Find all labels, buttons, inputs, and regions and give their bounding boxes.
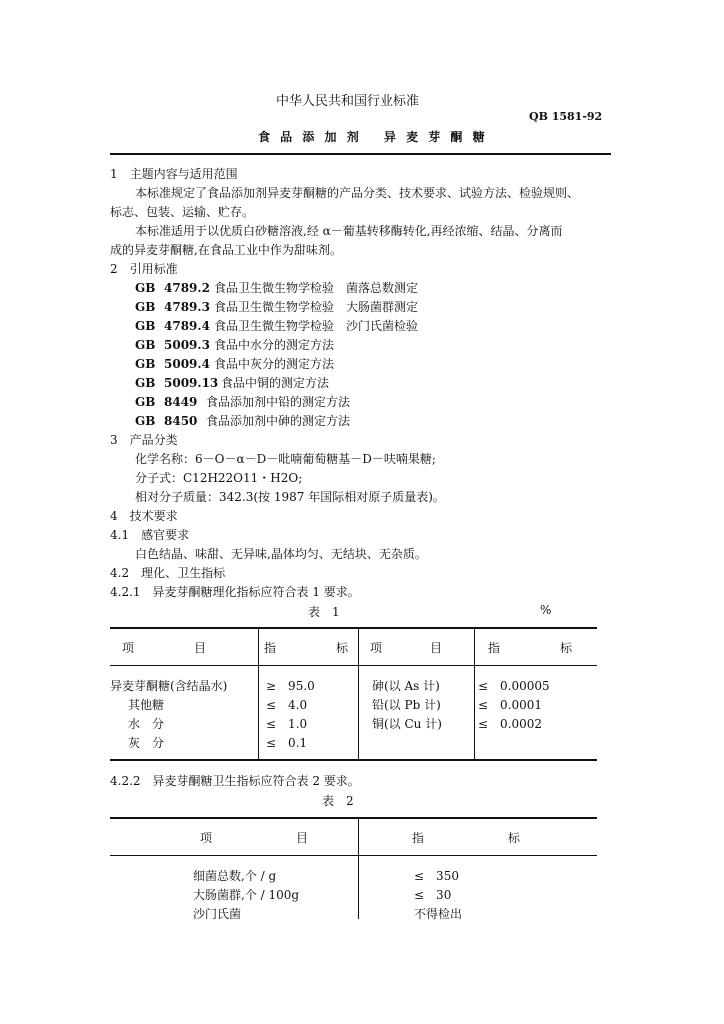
section41-text: 白色结晶、味甜、无异味,晶体均匀、无结块、无杂质。 bbox=[135, 547, 427, 561]
reference-prefix: GB bbox=[135, 414, 156, 428]
table2-header-item: 项 目 bbox=[200, 831, 309, 845]
table1-row-item: 其他糖 bbox=[128, 698, 165, 712]
table1-header-index2: 指 标 bbox=[488, 641, 573, 655]
reference-title: 食品中铜的测定方法 bbox=[221, 376, 330, 390]
section1-para1-line2: 标志、包装、运输、贮存。 bbox=[110, 205, 255, 219]
table1-header-item1: 项 目 bbox=[122, 641, 207, 655]
table1-row-item2: 铜(以 Cu 计) bbox=[372, 717, 442, 731]
reference-title: 食品中灰分的测定方法 bbox=[214, 357, 335, 371]
reference-prefix: GB bbox=[135, 357, 156, 371]
table2-row-index: ≤ 350 bbox=[414, 869, 459, 883]
section41-heading: 4.1 感官要求 bbox=[110, 528, 190, 542]
table1-row-index2: ≤ 0.0002 bbox=[478, 717, 543, 731]
table1-row-index: ≤ 0.1 bbox=[266, 736, 308, 750]
table1-row-index: ≥ 95.0 bbox=[266, 679, 315, 693]
reference-title: 食品添加剂中砷的测定方法 bbox=[206, 414, 351, 428]
table1-row-index2: ≤ 0.0001 bbox=[478, 698, 543, 712]
table2-divider bbox=[358, 819, 359, 919]
section1-heading: 1 主题内容与适用范围 bbox=[110, 167, 238, 181]
table2-row-index: ≤ 30 bbox=[414, 888, 452, 902]
table2-header-rule bbox=[110, 855, 597, 856]
section42-heading: 4.2 理化、卫生指标 bbox=[110, 566, 226, 580]
table1-top-rule bbox=[110, 627, 597, 629]
reference-number: 5009.4 bbox=[164, 357, 210, 371]
table1-row-index2: ≤ 0.00005 bbox=[478, 679, 550, 693]
section2-heading: 2 引用标准 bbox=[110, 262, 178, 276]
document-title: 食 品 添 加 剂 异 麦 芽 酮 糖 bbox=[258, 130, 488, 144]
table1-row-index: ≤ 1.0 bbox=[266, 717, 308, 731]
table2-top-rule bbox=[110, 817, 597, 819]
table2-row-index: 不得检出 bbox=[414, 907, 463, 921]
chemical-name: 化学名称：6－O－α－D－吡喃葡萄糖基－D－呋喃果糖; bbox=[135, 452, 436, 466]
reference-title: 食品中水分的测定方法 bbox=[214, 338, 335, 352]
table1-row-item2: 砷(以 As 计) bbox=[372, 679, 440, 693]
section1-para2-line2: 成的异麦芽酮糖,在食品工业中作为甜味剂。 bbox=[110, 243, 342, 257]
table2-row-item: 沙门氏菌 bbox=[193, 907, 242, 921]
table1-row-item: 异麦芽酮糖(含结晶水) bbox=[110, 679, 228, 693]
reference-title: 食品卫生微生物学检验 沙门氏菌检验 bbox=[214, 319, 419, 333]
reference-number: 4789.4 bbox=[164, 319, 210, 333]
reference-number: 8450 bbox=[164, 414, 198, 428]
reference-prefix: GB bbox=[135, 376, 156, 390]
table2-row-item: 细菌总数,个 / g bbox=[193, 869, 277, 883]
reference-prefix: GB bbox=[135, 319, 156, 333]
table1-header-index1: 指 标 bbox=[264, 641, 349, 655]
table1-row-item: 水 分 bbox=[128, 717, 165, 731]
section422-text: 4.2.2 异麦芽酮糖卫生指标应符合表 2 要求。 bbox=[110, 774, 360, 788]
reference-title: 食品卫生微生物学检验 大肠菌群测定 bbox=[214, 300, 419, 314]
reference-prefix: GB bbox=[135, 338, 156, 352]
reference-prefix: GB bbox=[135, 395, 156, 409]
table2-header-index: 指 标 bbox=[412, 831, 521, 845]
section4-heading: 4 技术要求 bbox=[110, 509, 178, 523]
section1-para1-line1: 本标准规定了食品添加剂异麦芽酮糖的产品分类、技术要求、试验方法、检验规则、 bbox=[135, 186, 580, 200]
table1-unit: % bbox=[540, 603, 552, 617]
reference-number: 4789.2 bbox=[164, 281, 210, 295]
table1-header-rule bbox=[110, 665, 597, 666]
reference-number: 5009.13 bbox=[164, 376, 219, 390]
section1-para2-line1: 本标准适用于以优质白砂糖溶液,经 α－葡基转移酶转化,再经浓缩、结晶、分离而 bbox=[135, 224, 563, 238]
section421-text: 4.2.1 异麦芽酮糖理化指标应符合表 1 要求。 bbox=[110, 585, 360, 599]
molecular-formula: 分子式：C12H22O11・H2O; bbox=[135, 471, 303, 485]
table2-row-item: 大肠菌群,个 / 100g bbox=[193, 888, 300, 902]
title-rule bbox=[110, 153, 611, 155]
reference-number: 4789.3 bbox=[164, 300, 210, 314]
reference-title: 食品添加剂中铅的测定方法 bbox=[206, 395, 351, 409]
table1-row-index: ≤ 4.0 bbox=[266, 698, 308, 712]
table1-header-item2: 项 目 bbox=[370, 641, 443, 655]
reference-prefix: GB bbox=[135, 300, 156, 314]
standard-code: QB 1581-92 bbox=[529, 110, 603, 123]
reference-number: 8449 bbox=[164, 395, 198, 409]
table1-divider-2 bbox=[358, 629, 359, 760]
table1-row-item2: 铅(以 Pb 计) bbox=[372, 698, 441, 712]
table2-caption: 表 2 bbox=[322, 794, 354, 808]
table1-divider-1 bbox=[258, 629, 259, 760]
table1-caption: 表 1 bbox=[308, 605, 340, 619]
table1-bottom-rule bbox=[110, 759, 597, 761]
reference-prefix: GB bbox=[135, 281, 156, 295]
table1-row-item: 灰 分 bbox=[128, 736, 165, 750]
reference-number: 5009.3 bbox=[164, 338, 210, 352]
section3-heading: 3 产品分类 bbox=[110, 433, 178, 447]
issuer: 中华人民共和国行业标准 bbox=[276, 94, 420, 109]
molecular-mass: 相对分子质量：342.3(按 1987 年国际相对原子质量表)。 bbox=[135, 490, 445, 504]
table1-divider-3 bbox=[474, 629, 475, 760]
reference-title: 食品卫生微生物学检验 菌落总数测定 bbox=[214, 281, 419, 295]
